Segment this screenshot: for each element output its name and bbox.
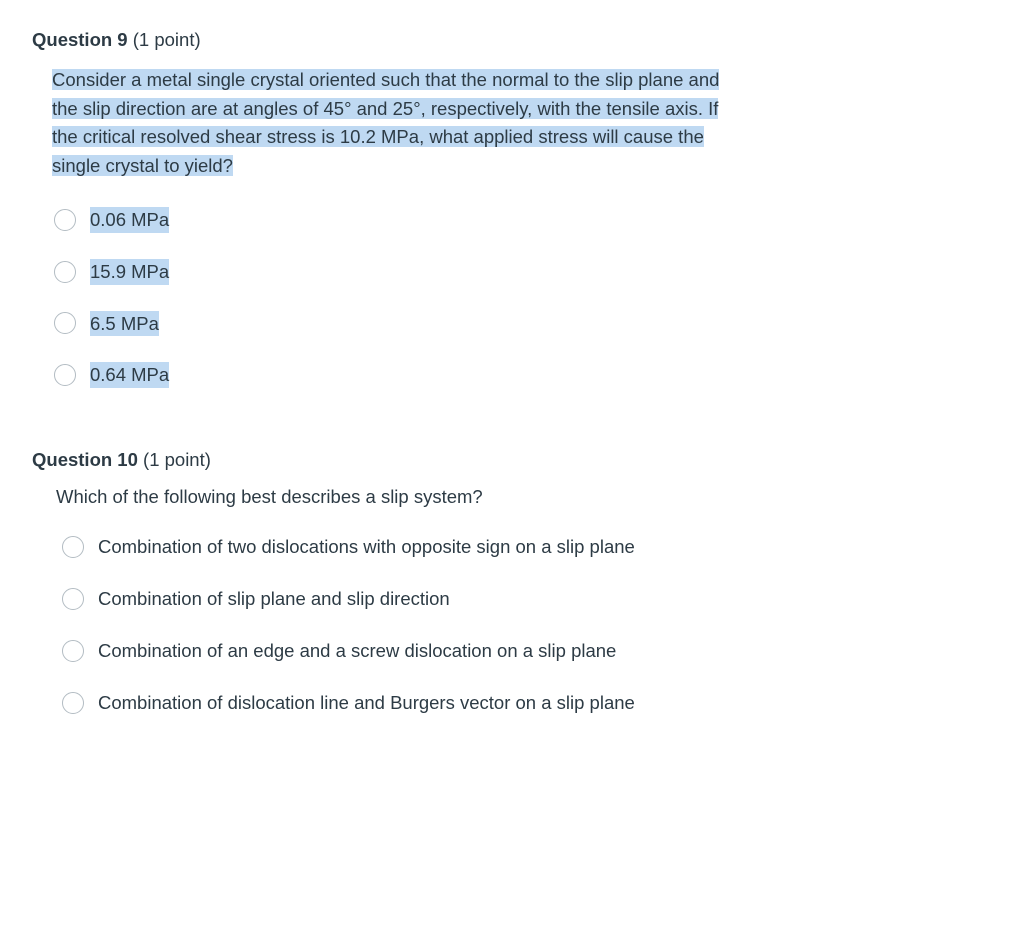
answer-option[interactable] [54,311,992,337]
answer-option-label: 15.9 MPa [90,259,169,285]
radio-button-icon[interactable] [54,312,76,334]
radio-button-icon[interactable] [62,692,84,714]
answer-option[interactable] [62,690,992,716]
answer-option-label: 6.5 MPa [90,311,159,337]
answer-option-label: Combination of slip plane and slip direction [98,588,450,610]
question-9-answers [54,207,992,389]
question-9-text-line-1: Consider a metal single crystal oriented such that the normal to the slip plane and [52,69,720,91]
question-9-header [32,28,992,52]
radio-button-icon[interactable] [62,640,84,662]
question-10-label: Question 10 [32,449,138,471]
answer-option-label: Combination of dislocation line and Burgers vector on a slip plane [98,692,635,714]
question-9-points: (1 point) [132,29,201,50]
answer-option[interactable] [62,638,992,664]
radio-button-icon[interactable] [54,364,76,386]
question-10-points: (1 point) [143,449,211,471]
question-10-header [32,448,992,472]
answer-option[interactable] [62,534,992,560]
answer-option-label: Combination of two dislocations with opposite sign on a slip plane [98,536,635,558]
answer-option[interactable] [54,259,992,285]
section-spacer [32,414,992,448]
question-10-text: Which of the following best describes a slip system? [56,486,483,508]
answer-option[interactable] [54,362,992,388]
radio-button-icon[interactable] [62,588,84,610]
question-block-10 [32,448,992,716]
question-9-text [52,66,957,181]
question-block-9 [32,28,992,388]
answer-option-label: 0.06 MPa [90,207,169,233]
question-9-text-line-4: single crystal to yield? [52,155,233,177]
answer-option-label: Combination of an edge and a screw dislocation on a slip plane [98,640,617,662]
answer-option-label: 0.64 MPa [90,362,169,388]
radio-button-icon[interactable] [62,536,84,558]
question-10-answers [62,534,992,716]
question-9-label: Question 9 [32,29,128,50]
answer-option[interactable] [54,207,992,233]
answer-option[interactable] [62,586,992,612]
question-9-text-line-3: the critical resolved shear stress is 10.2 MPa, what applied stress will cause the [52,126,704,148]
question-9-text-line-2: the slip direction are at angles of 45° and 25°, respectively, with the tensile axis. If [52,97,719,119]
radio-button-icon[interactable] [54,261,76,283]
radio-button-icon[interactable] [54,209,76,231]
